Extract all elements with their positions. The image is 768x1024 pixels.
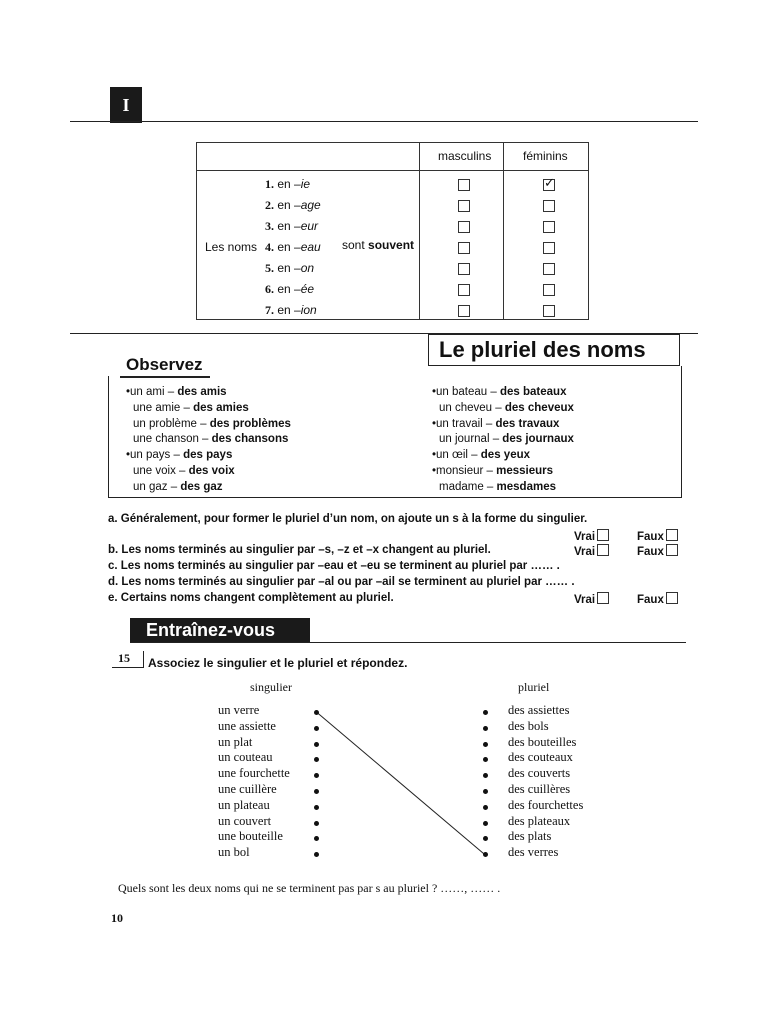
- observez-example: une amie – des amies: [133, 401, 249, 414]
- table-row-label: 6. en –ée: [265, 282, 315, 296]
- match-dot-left[interactable]: [314, 789, 319, 794]
- observez-example: •un pays – des pays: [126, 449, 233, 462]
- match-dot-right[interactable]: [483, 710, 488, 715]
- singulier-word: un verre: [218, 703, 260, 717]
- match-dot-left[interactable]: [314, 805, 319, 810]
- statement-a: a. Généralement, pour former le pluriel d’un nom, on ajoute un s à la forme du singulier.: [108, 513, 588, 525]
- faux-e: Faux: [637, 592, 678, 606]
- match-dot-right[interactable]: [483, 821, 488, 826]
- section-title: Le pluriel des noms: [428, 334, 680, 366]
- singulier-word: un couvert: [218, 813, 272, 828]
- exercise-number: 15: [118, 651, 130, 665]
- match-dot-right[interactable]: [483, 805, 488, 810]
- exercise-instruction: Associez le singulier et le pluriel et répondez.: [148, 656, 408, 670]
- pluriel-word: des fourchettes: [508, 797, 584, 812]
- table-row-label: 7. en –ion: [265, 303, 317, 317]
- exercise-question: Quels sont les deux noms qui ne se terminent pas par s au pluriel ? ……, …… .: [118, 881, 501, 895]
- match-dot-right[interactable]: [483, 742, 488, 747]
- observez-example: un problème – des problèmes: [133, 417, 291, 430]
- check-mark-icon: ✓: [544, 175, 555, 190]
- singulier-word: un couteau: [218, 750, 273, 765]
- table-row-label: 4. en –eau: [265, 240, 321, 254]
- singulier-word: une bouteille: [218, 829, 283, 844]
- singulier-word: un plat: [218, 734, 253, 749]
- table-right-label: sont souvent: [342, 238, 415, 252]
- observez-example: •un ami – des amis: [126, 386, 227, 398]
- observez-example: •monsieur – messieurs: [432, 465, 554, 477]
- match-dot-right[interactable]: [483, 726, 488, 731]
- pluriel-word: des bouteilles: [508, 734, 577, 749]
- vrai-e: Vrai: [574, 592, 609, 606]
- singulier-word: un bol: [218, 845, 250, 860]
- pluriel-word: des couverts: [508, 766, 571, 781]
- observez-example: •un travail – des travaux: [432, 417, 560, 430]
- singulier-word: une fourchette: [218, 766, 290, 781]
- faux-b: Faux: [637, 544, 678, 558]
- statement-b: b. Les noms terminés au singulier par –s, –z et –x changent au pluriel.: [108, 544, 491, 556]
- table-row-label: 2. en –age: [265, 198, 321, 212]
- table-row-label: 5. en –on: [265, 261, 315, 275]
- observez-example: un cheveu – des cheveux: [439, 401, 574, 414]
- chapter-marker: I: [110, 87, 142, 123]
- pluriel-word: des couteaux: [508, 750, 573, 765]
- observez-example: un gaz – des gaz: [133, 480, 223, 493]
- statement-d: d. Les noms terminés au singulier par –al ou par –ail se terminent au pluriel par …… .: [108, 576, 575, 588]
- faux-a: Faux: [637, 529, 678, 543]
- vrai-a: Vrai: [574, 529, 609, 543]
- pluriel-word: des plateaux: [508, 813, 571, 828]
- observez-example: •un bateau – des bateaux: [432, 386, 567, 398]
- pluriel-word: des assiettes: [508, 703, 570, 717]
- observez-example: une voix – des voix: [133, 465, 235, 477]
- pluriel-word: des plats: [508, 829, 552, 844]
- singulier-word: une assiette: [218, 718, 276, 733]
- header-masculins: masculins: [438, 149, 492, 163]
- match-dot-left[interactable]: [314, 821, 319, 826]
- match-dot-left[interactable]: [314, 742, 319, 747]
- match-dot-left[interactable]: [314, 710, 319, 715]
- match-dot-left[interactable]: [314, 726, 319, 731]
- header-pluriel: pluriel: [518, 680, 550, 694]
- header-singulier: singulier: [250, 680, 292, 694]
- observez-example: une chanson – des chansons: [133, 433, 289, 446]
- pluriel-word: des bols: [508, 718, 549, 733]
- table-row-label: 1. en –ie: [265, 177, 311, 191]
- header-feminins: féminins: [523, 149, 568, 163]
- singulier-word: une cuillère: [218, 782, 277, 796]
- entrainez-banner: Entraînez-vous: [130, 618, 310, 642]
- vrai-b: Vrai: [574, 544, 609, 558]
- match-dot-right[interactable]: [483, 789, 488, 794]
- pluriel-word: des verres: [508, 845, 559, 860]
- table-left-label: Les noms: [205, 240, 258, 254]
- table-row-label: 3. en –eur: [265, 219, 319, 233]
- observez-example: un journal – des journaux: [439, 433, 574, 446]
- statement-e: e. Certains noms changent complètement au pluriel.: [108, 592, 394, 604]
- page-number: 10: [111, 911, 123, 925]
- match-line: [317, 713, 485, 855]
- observez-title: Observez: [126, 355, 203, 374]
- observez-example: •un œil – des yeux: [432, 449, 531, 462]
- singulier-word: un plateau: [218, 797, 270, 812]
- observez-example: madame – mesdames: [439, 480, 556, 493]
- statement-c: c. Les noms terminés au singulier par –eau et –eu se terminent au pluriel par …… .: [108, 560, 560, 572]
- pluriel-word: des cuillères: [508, 782, 571, 796]
